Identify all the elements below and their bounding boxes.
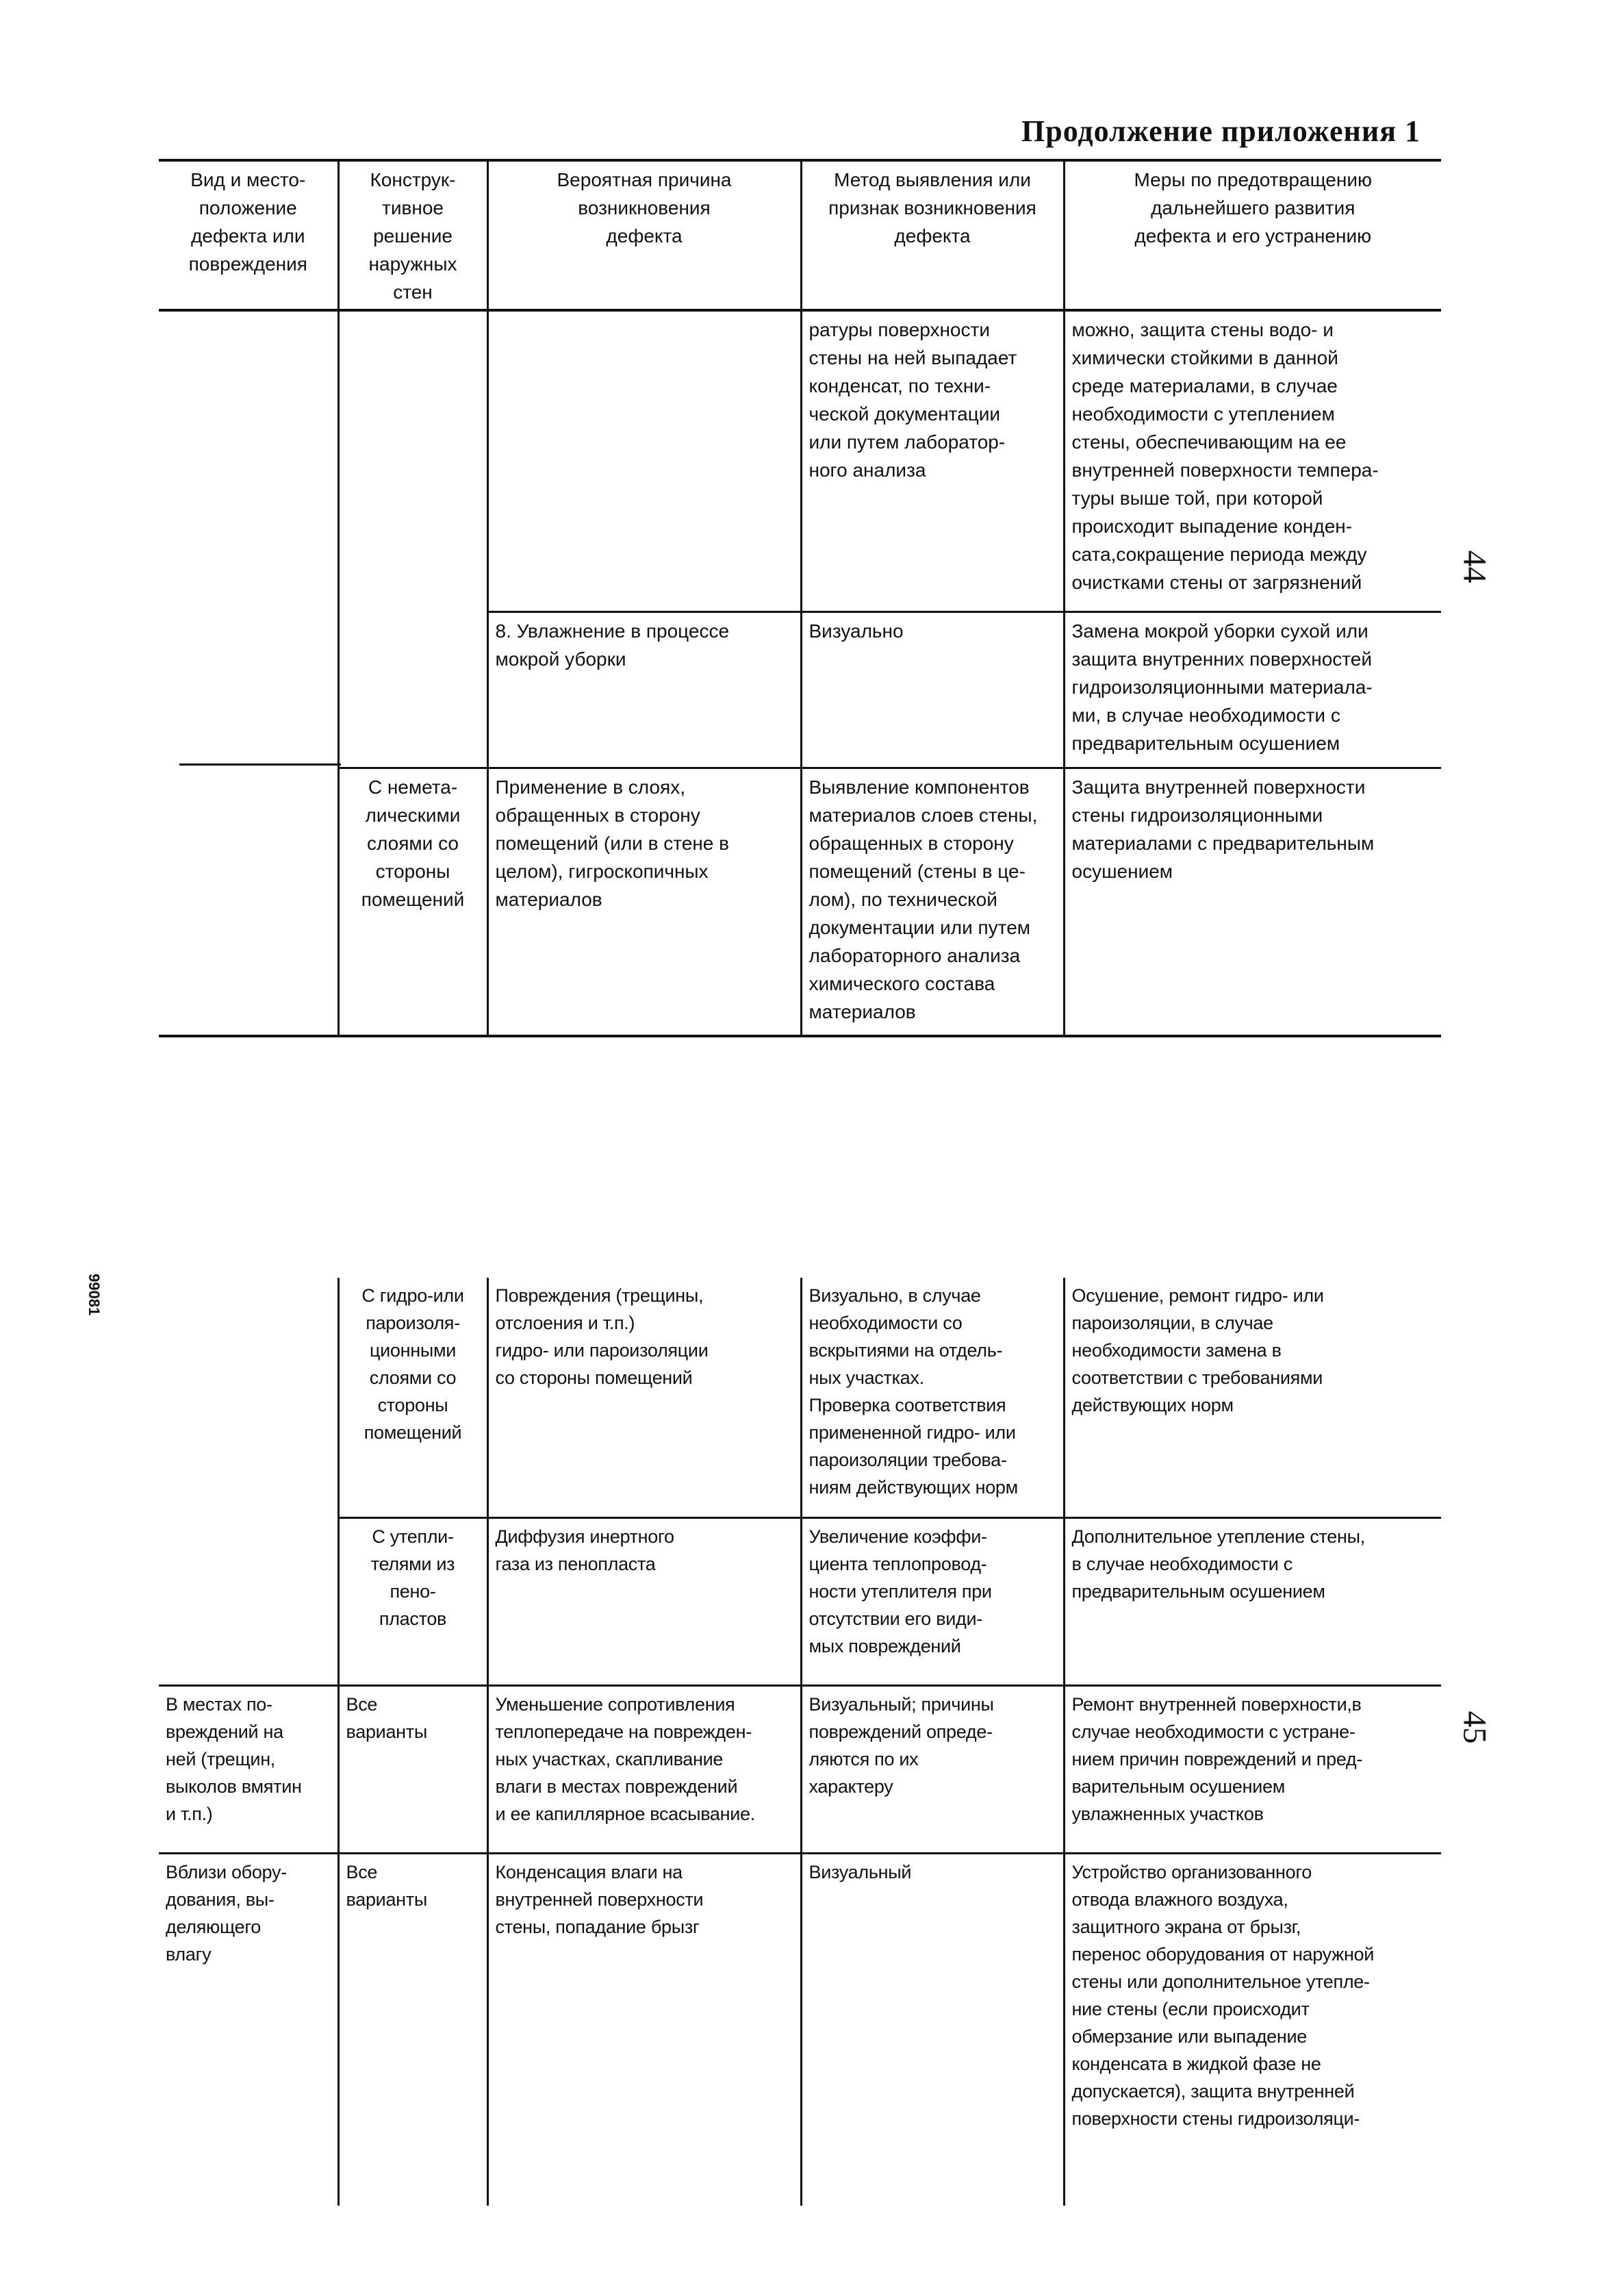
header-method: Метод выявления или признак возникновения дефекта: [801, 160, 1064, 310]
cell-construction: С немета- лическими слоями со стороны помещений: [338, 768, 487, 1036]
cell-construction: [338, 611, 487, 768]
cell-method: Визуально: [801, 611, 1064, 768]
cell-cause: Применение в слоях, обращенных в сторону помещений (или в стене в целом), гигроскопичных материалов: [487, 768, 801, 1036]
cell-location: В местах по- вреждений на ней (трещин, выколов вмятин и т.п.): [159, 1685, 338, 1853]
cell-method: Увеличение коэффи- циента теплопровод- ности утеплителя при отсутствии его види- мых повреждений: [801, 1517, 1064, 1685]
cell-construction: С гидро-или пароизоля- ционными слоями со стороны помещений: [338, 1278, 487, 1517]
cell-cause: Диффузия инертного газа из пенопласта: [487, 1517, 801, 1685]
table-row: [159, 1853, 1441, 2206]
cell-measures: Устройство организованного отвода влажного воздуха, защитного экрана от брызг, перенос оборудования от наружной стены или дополнительное утепле- ние стены (если происходит обмерзание или выпадение конденсата в жидкой фазе не допускается), защита внутренней поверхности стены гидроизоляци-: [1064, 1853, 1441, 2206]
defects-table-upper: [159, 159, 1441, 1037]
cell-location: [159, 310, 338, 611]
cell-cause: Уменьшение сопротивления теплопередаче на поврежден- ных участках, скапливание влаги в местах повреждений и ее капиллярное всасывание.: [487, 1685, 801, 1853]
cell-construction: С утепли- телями из пено- пластов: [338, 1517, 487, 1685]
cell-construction: [338, 310, 487, 611]
cell-location: [159, 611, 338, 768]
cell-measures: Замена мокрой уборки сухой или защита внутренних поверхностей гидроизоляционными материала- ми, в случае необходимости с предварительным осушением: [1064, 611, 1441, 768]
table-row: [159, 1278, 1441, 1517]
cell-construction: Все варианты: [338, 1685, 487, 1853]
cell-measures: можно, защита стены водо- и химически стойкими в данной среде материалами, в случае необходимости с утеплением стены, обеспечивающим на ее внутренней поверхности темпера- туры выше той, при которой происходит выпадение конден- сата,сокращение периода между очистками стены от загрязнений: [1064, 310, 1441, 611]
cell-measures: Дополнительное утепление стены, в случае необходимости с предварительным осушением: [1064, 1517, 1441, 1685]
table-row: [159, 310, 1441, 611]
cell-measures: Защита внутренней поверхности стены гидроизоляционными материалами с предварительным осушением: [1064, 768, 1441, 1036]
table-row: [159, 1517, 1441, 1685]
cell-cause: 8. Увлажнение в процессе мокрой уборки: [487, 611, 801, 768]
table-row: [159, 611, 1441, 768]
table-row: [159, 768, 1441, 1036]
cell-method: Визуальный; причины повреждений опреде- ляются по их характеру: [801, 1685, 1064, 1853]
cell-location: [159, 1278, 338, 1517]
header-construction: Конструк- тивное решение наружных стен: [338, 160, 487, 310]
cell-measures: Осушение, ремонт гидро- или пароизоляции, в случае необходимости замена в соответствии с требованиями действующих норм: [1064, 1278, 1441, 1517]
cell-measures: Ремонт внутренней поверхности,в случае необходимости с устране- нием причин повреждений и пред- варительным осушением увлажненных участков: [1064, 1685, 1441, 1853]
cell-cause: [487, 310, 801, 611]
cell-location: [159, 1517, 338, 1685]
cell-method: Визуальный: [801, 1853, 1064, 2206]
cell-method: Визуально, в случае необходимости со вскрытиями на отдель- ных участках. Проверка соответствия примененной гидро- или пароизоляции требова- ниям действующих норм: [801, 1278, 1064, 1517]
cell-location: Вблизи обору- дования, вы- деляющего влагу: [159, 1853, 338, 2206]
defects-table-lower: [159, 1278, 1441, 2206]
page-number-lower: 45: [1456, 1711, 1493, 1744]
page-heading: Продолжение приложения 1: [1021, 114, 1421, 148]
row-divider: [179, 764, 341, 766]
cell-method: ратуры поверхности стены на ней выпадает конденсат, по техни- ческой документации или путем лаборатор- ного анализа: [801, 310, 1064, 611]
cell-method: Выявление компонентов материалов слоев стены, обращенных в сторону помещений (стены в це- лом), по технической документации или путем лабораторного анализа химического состава материалов: [801, 768, 1064, 1036]
header-location: Вид и место- положение дефекта или повреждения: [159, 160, 338, 310]
header-cause: Вероятная причина возникновения дефекта: [487, 160, 801, 310]
cell-construction: Все варианты: [338, 1853, 487, 2206]
table-header-row: [159, 160, 1441, 310]
cell-cause: Повреждения (трещины, отслоения и т.п.) гидро- или пароизоляции со стороны помещений: [487, 1278, 801, 1517]
cell-cause: Конденсация влаги на внутренней поверхности стены, попадание брызг: [487, 1853, 801, 2206]
table-row: [159, 1685, 1441, 1853]
page-number-upper: 44: [1456, 550, 1493, 583]
cell-location: [159, 768, 338, 1036]
document-code: 99081: [86, 1274, 103, 1316]
header-measures: Меры по предотвращению дальнейшего развития дефекта и его устранению: [1064, 160, 1441, 310]
